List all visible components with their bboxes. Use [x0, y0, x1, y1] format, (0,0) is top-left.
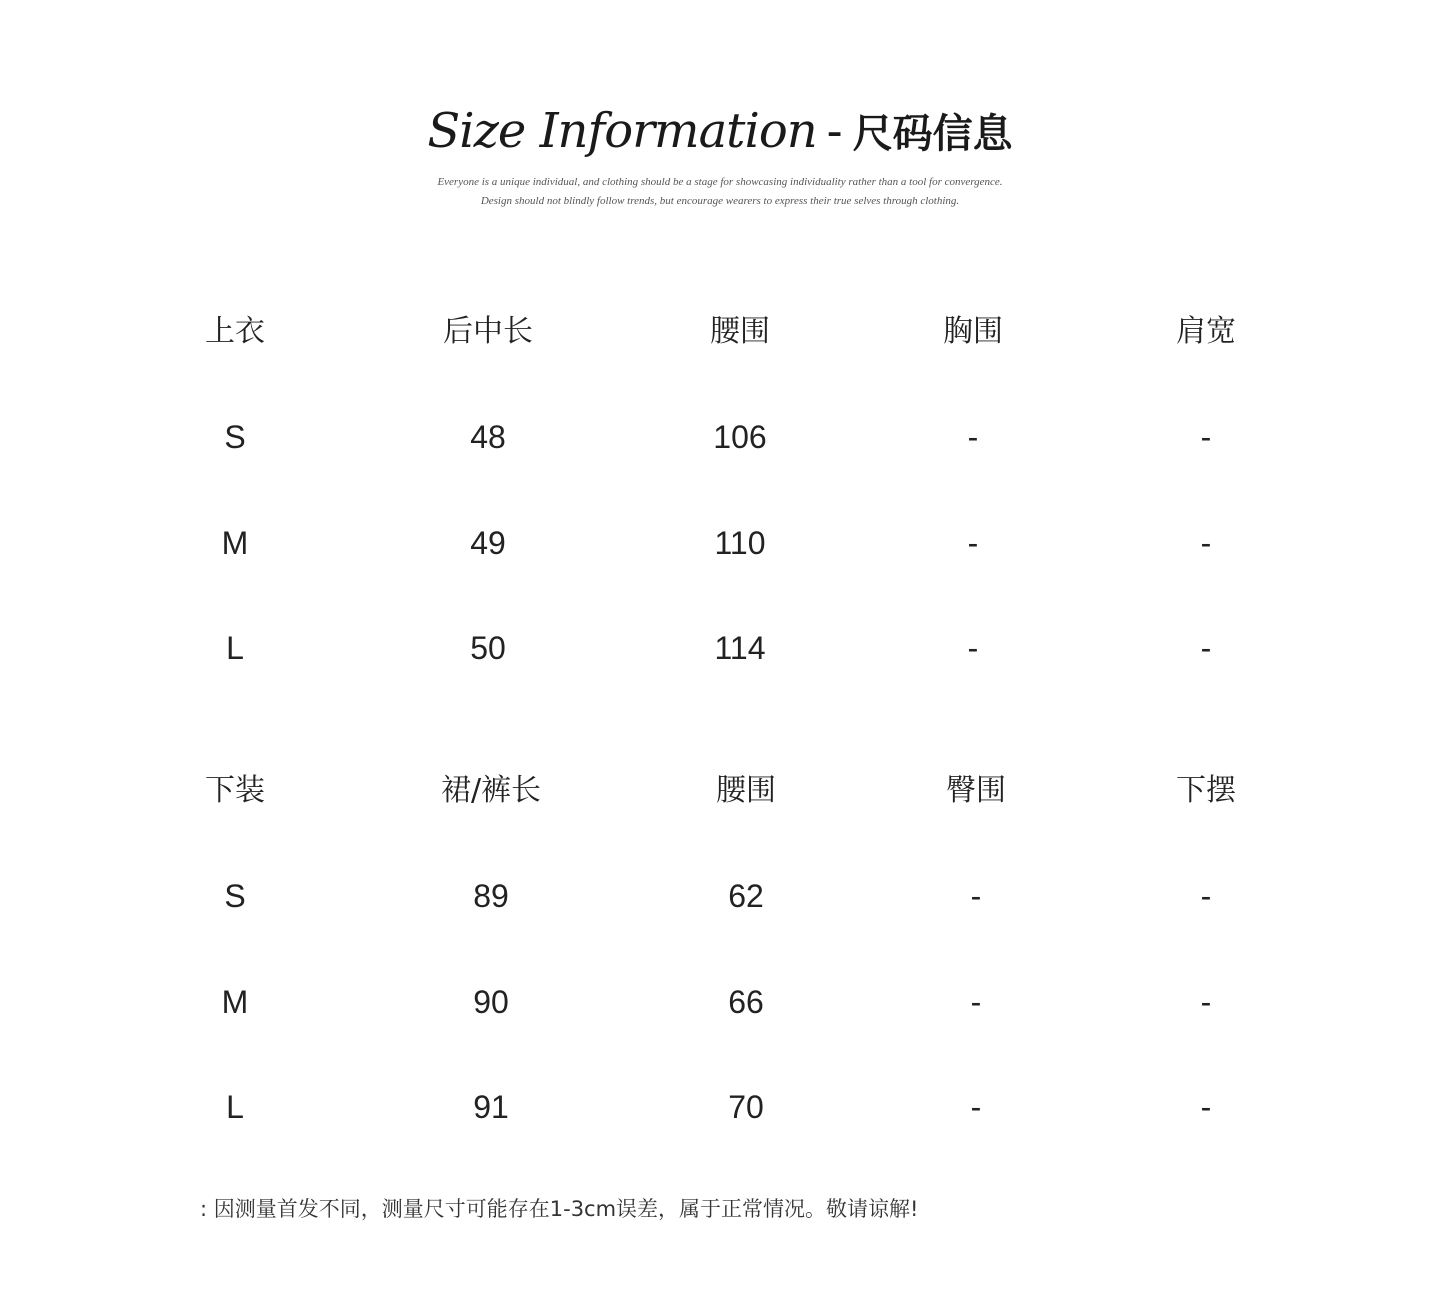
table-row: [0, 415, 1440, 459]
size-cell: S: [224, 878, 246, 914]
value-cell: 90: [473, 984, 509, 1020]
table-row: [0, 521, 1440, 565]
table-row: [0, 980, 1440, 1024]
value-cell: -: [967, 630, 979, 666]
value-cell: 48: [470, 419, 506, 455]
header-cell: 上衣: [205, 314, 265, 349]
size-cell: S: [224, 419, 246, 455]
size-cell: M: [221, 984, 249, 1020]
value-cell: -: [1200, 419, 1212, 455]
value-cell: -: [970, 984, 982, 1020]
subtitle-line-1: Everyone is a unique individual, and clothing should be a stage for showcasing individuality rather than a tool for convergence.: [437, 176, 1003, 188]
header-cell: 臀围: [946, 773, 1006, 808]
value-cell: 50: [470, 630, 506, 666]
size-cell: L: [226, 630, 244, 666]
header-cell: 肩宽: [1176, 314, 1236, 349]
header-cell: 下装: [205, 773, 265, 808]
table-row: [0, 626, 1440, 670]
header-cell: 胸围: [943, 314, 1003, 349]
title-separator: -: [826, 105, 843, 158]
measurement-note: : 因测量首发不同，测量尺寸可能存在1-3cm误差，属于正常情况。敬请谅解!: [200, 1197, 919, 1221]
header-cell: 腰围: [716, 773, 776, 808]
table-row: [0, 1085, 1440, 1129]
value-cell: 70: [728, 1089, 764, 1125]
value-cell: 89: [473, 878, 509, 914]
value-cell: -: [1200, 525, 1212, 561]
size-cell: M: [221, 525, 249, 561]
value-cell: 49: [470, 525, 506, 561]
value-cell: 110: [714, 525, 766, 561]
title-chinese: 尺码信息: [852, 111, 1013, 157]
value-cell: -: [970, 1089, 982, 1125]
value-cell: -: [1200, 878, 1212, 914]
header-cell: 裙/裤长: [440, 773, 542, 808]
value-cell: -: [1200, 630, 1212, 666]
table-row: [0, 874, 1440, 918]
subtitle-line-2: Design should not blindly follow trends, but encourage wearers to express their true selves through clothing.: [480, 195, 960, 207]
value-cell: -: [967, 419, 979, 455]
header-cell: 腰围: [710, 314, 770, 349]
value-cell: 114: [714, 630, 766, 666]
value-cell: 66: [728, 984, 764, 1020]
table-header-row: [0, 310, 1440, 354]
value-cell: 62: [728, 878, 764, 914]
value-cell: 91: [473, 1089, 509, 1125]
title-english: Size Information: [427, 103, 817, 159]
table-header-row: [0, 769, 1440, 813]
value-cell: -: [967, 525, 979, 561]
value-cell: -: [1200, 984, 1212, 1020]
value-cell: -: [970, 878, 982, 914]
header-cell: 下摆: [1176, 773, 1236, 808]
value-cell: 106: [713, 419, 767, 455]
page-title: [0, 96, 1440, 169]
value-cell: -: [1200, 1089, 1212, 1125]
header-cell: 后中长: [443, 314, 533, 349]
size-cell: L: [226, 1089, 244, 1125]
